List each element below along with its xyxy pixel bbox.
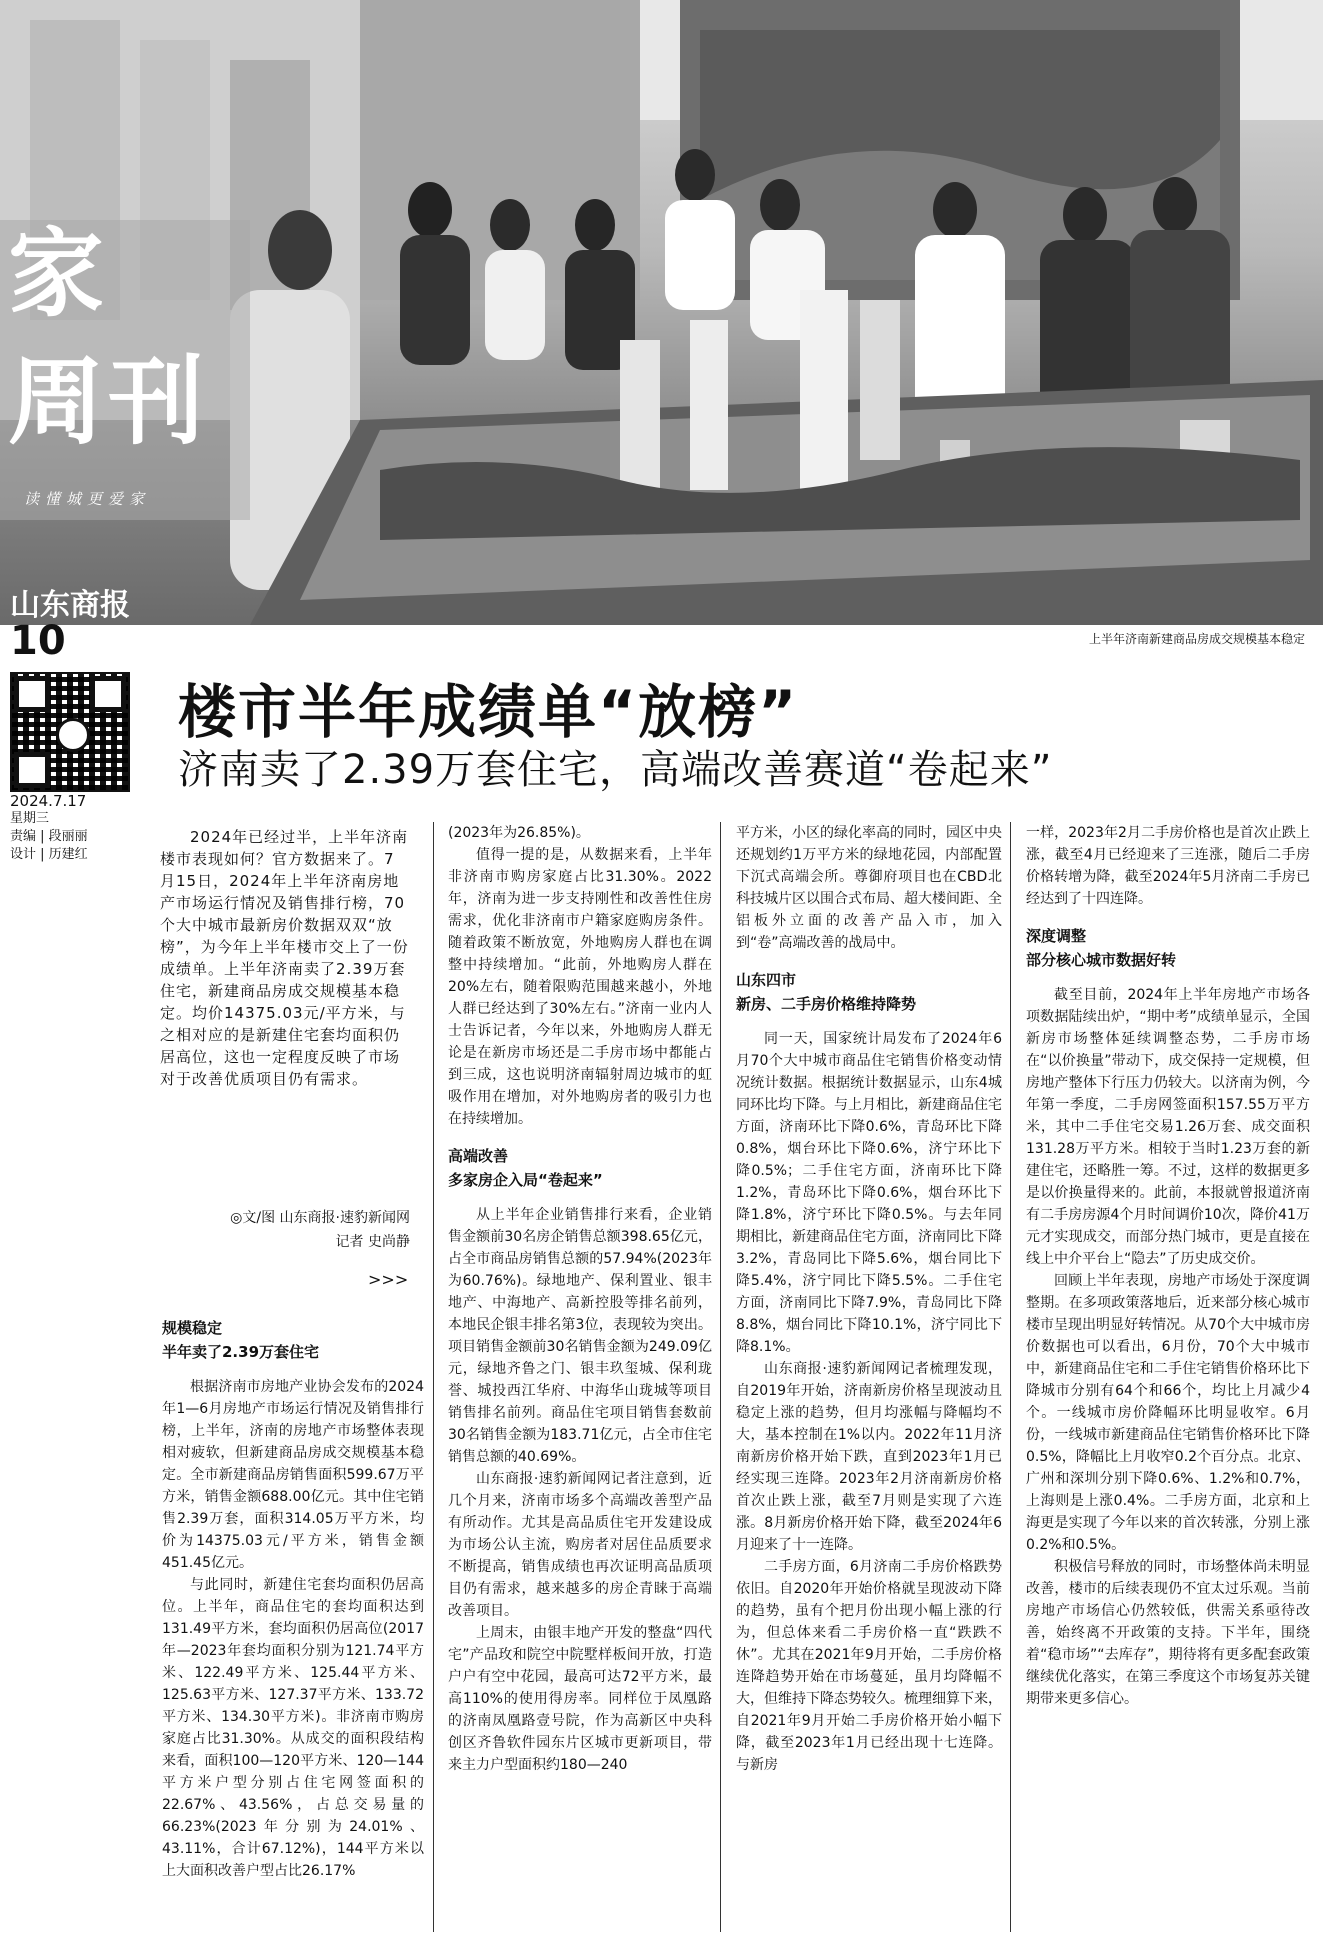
paragraph: 同一天，国家统计局发布了2024年6月70个大中城市商品住宅销售价格变动情况统计数据。根据统计数据显示，山东4城同环比均下降。与上月相比，新建商品住宅方面，济南环比下降0.6%，青岛环比下降0.8%，烟台环比下降0.6%，济宁环比下降0.5%；二手住宅方面，济南环比下降1.2%，青岛环比下降0.6%，烟台环比下降1.8%，济宁环比下降0.5%。与去年同期相比，新建商品住宅方面，济南同比下降3.2%，青岛同比下降5.6%，烟台同比下降5.4%，济宁同比下降5.5%。二手住宅方面，济南同比下降7.9%，青岛同比下降8.8%，烟台同比下降10.1%，济宁同比下降8.1%。	[736, 1031, 1002, 1355]
article-column-1	[162, 1302, 424, 1882]
issue-meta	[10, 792, 88, 864]
qr-logo-icon	[56, 718, 90, 752]
section-heading-line1: 山东四市	[736, 971, 797, 989]
paragraph: (2023年为26.85%)。	[448, 825, 590, 841]
column-rule	[433, 822, 434, 1932]
paragraph: 一样，2023年2月二手房价格也是首次止跌上涨，截至4月已经迎来了三连涨，随后二手房价格转增为降，截至2024年5月济南二手房已经达到了十四连降。	[1026, 825, 1310, 907]
masthead-title-line2: 周刊	[8, 346, 208, 458]
section-heading-line2: 多家房企入局“卷起来”	[448, 1171, 603, 1189]
section-heading	[448, 1144, 712, 1192]
headline: 楼市半年成绩单“放榜”	[178, 678, 799, 746]
paragraph: 山东商报·速豹新闻网记者注意到，近几个月来，济南市场多个高端改善型产品有所动作。尤其是高品质住宅开发建设成为市场公认主流，购房者对居住品质要求不断提高，销售成绩也再次证明高品质项目仍有需求，越来越多的房企青睐于高端改善项目。	[448, 1471, 712, 1619]
section-heading-line1: 高端改善	[448, 1147, 509, 1165]
article-column-2	[448, 822, 712, 1776]
designer-credit: 设计 | 历建红	[10, 847, 88, 862]
paragraph: 山东商报·速豹新闻网记者梳理发现，自2019年开始，济南新房价格呈现波动且稳定上涨的趋势，但月均涨幅与降幅均不大，基本控制在1%以内。2022年11月济南新房价格开始下跌，直到2023年1月已经实现三连降。2023年2月济南新房价格首次止跌上涨，截至7月则是实现了六连涨。8月新房价格开始下降，截至2024年6月迎来了十一连降。	[736, 1361, 1002, 1553]
byline-source: ◎文/图 山东商报·速豹新闻网	[230, 1210, 410, 1226]
section-heading-line2: 半年卖了2.39万套住宅	[162, 1343, 320, 1361]
byline	[180, 1206, 410, 1254]
section-heading-line2: 部分核心城市数据好转	[1026, 951, 1177, 969]
issue-weekday: 星期三	[10, 811, 50, 826]
section-heading-line1: 深度调整	[1026, 927, 1087, 945]
masthead-tagline: 读懂城更爱家	[24, 490, 151, 508]
photo-caption: 上半年济南新建商品房成交规模基本稳定	[1088, 632, 1305, 646]
paragraph: 上周末，由银丰地产开发的整盘“四代宅”产品玫和院空中院墅样板间开放，打造户户有空中花园，最高可达72平方米，最高110%的使用得房率。同样位于凤凰路的济南凤凰路壹号院，作为高新区中央科创区齐鲁软件园东片区城市更新项目，带来主力户型面积约180—240	[448, 1625, 712, 1773]
paragraph: 积极信号释放的同时，市场整体尚未明显改善，楼市的后续表现仍不宜太过乐观。当前房地产市场信心仍然较低，供需关系亟待改善，始终离不开政策的支持。下半年，围绕着“稳市场”“去库存”，期待将有更多配套政策继续优化落实，在第三季度这个市场复苏关键期带来更多信心。	[1026, 1559, 1310, 1707]
section-heading	[736, 968, 1002, 1016]
paragraph: 截至目前，2024年上半年房地产市场各项数据陆续出炉，“期中考”成绩单显示，全国新房市场整体延续调整态势，二手房市场在“以价换量”带动下，成交保持一定规模，但房地产整体下行压力仍较大。以济南为例，今年第一季度，二手房网签面积157.55万平方米，其中二手住宅交易1.26万套、成交面积131.28万平方米。相较于当时1.23万套的新建住宅，还略胜一筹。不过，这样的数据更多是以价换量得来的。此前，本报就曾报道济南有二手房房源4个月时间调价10次，降价41万元才实现成交，而部分热门城市，更是直接在线上中介平台上“隐去”了历史成交价。	[1026, 987, 1310, 1267]
section-heading	[162, 1316, 424, 1364]
article-column-4	[1026, 822, 1310, 1710]
byline-reporter: 记者 史尚静	[335, 1234, 410, 1250]
paragraph: 从上半年企业销售排行来看，企业销售金额前30名房企销售总额398.65亿元，占全市商品房销售总额的57.94%(2023年为60.76%)。绿地地产、保利置业、银丰地产、中海地产、高新控股等排名前列，本地民企银丰排名第3位，表现较为突出。项目销售金额前30名销售金额为249.09亿元，绿地齐鲁之门、银丰玖玺城、保利珑誉、城投西江华府、中海华山珑城等项目销售排名前列。商品住宅项目销售套数前30名销售金额为183.71亿元，占全市住宅销售总额的40.69%。	[448, 1207, 712, 1465]
section-heading-line2: 新房、二手房价格维持降势	[736, 995, 917, 1013]
paragraph: 回顾上半年表现，房地产市场处于深度调整期。在多项政策落地后，近来部分核心城市楼市呈现出明显好转情况。从70个大中城市房价数据也可以看出，6月份，70个大中城市中，新建商品住宅和二手住宅销售价格环比下降城市分别有64个和66个，均比上月减少4个。一线城市房价降幅环比明显收窄。6月份，一线城市新建商品住宅销售价格环比下降0.5%，降幅比上月收窄0.2个百分点。北京、广州和深圳分别下降0.6%、1.2%和0.7%，上海则是上涨0.4%。二手房方面，北京和上海更是实现了今年以来的首次转涨，分别上涨0.2%和0.5%。	[1026, 1273, 1310, 1553]
section-heading	[1026, 924, 1310, 972]
qr-code[interactable]	[10, 672, 130, 792]
paragraph: 二手房方面，6月济南二手房价格跌势依旧。自2020年开始价格就呈现波动下降的趋势，虽有个把月份出现小幅上涨的行为，但总体来看二手房价格一直“跌跌不休”。尤其在2021年9月开始，二手房价格连降趋势开始在市场蔓延，虽月均降幅不大，但维持下降态势较久。梳理细算下来，自2021年9月开始二手房价格开始小幅下降，截至2023年1月已经出现十七连降。与新房	[736, 1559, 1002, 1773]
lead-paragraph: 2024年已经过半，上半年济南楼市表现如何？官方数据来了。7月15日，2024年上半年济南房地产市场运行情况及销售排行榜，70个大中城市最新房价数据双双“放榜”，为今年上半年楼市交上了一份成绩单。上半年济南卖了2.39万套住宅，新建商品房成交规模基本稳定。均价14375.03元/平方米，与之相对应的是新建住宅套均面积仍居高位，这也一定程度反映了市场对于改善优质项目仍有需求。	[160, 828, 409, 1088]
section-heading-line1: 规模稳定	[162, 1319, 223, 1337]
page-number: 10	[10, 618, 66, 664]
paragraph: 与此同时，新建住宅套均面积仍居高位。上半年，商品住宅的套均面积达到131.49平方米，套均面积仍居高位(2017年—2023年套均面积分别为121.74平方米、122.49平方米、125.44平方米、125.63平方米、127.37平方米、133.72平方米、134.30平方米)。非济南市购房家庭占比31.30%。从成交的面积段结构来看，面积100—120平方米、120—144平方米户型分别占住宅网签面积的22.67%、43.56%，占总交易量的66.23%(2023年分别为24.01%、43.11%，合计67.12%)，144平方米以上大面积改善户型占比26.17%	[162, 1577, 424, 1879]
article-column-3	[736, 822, 1002, 1776]
qr-finder-icon	[14, 752, 50, 788]
column-rule	[1010, 822, 1011, 1932]
paper-name: 山东商报	[10, 588, 130, 623]
subheadline: 济南卖了2.39万套住宅，高端改善赛道“卷起来”	[178, 747, 1053, 793]
qr-finder-icon	[14, 676, 50, 712]
paragraph: 值得一提的是，从数据来看，上半年非济南市购房家庭占比31.30%。2022年，济南为进一步支持刚性和改善性住房需求，优化非济南市户籍家庭购房条件。随着政策不断放宽，外地购房人群也在调整中持续增加。“此前，外地购房人群在20%左右，随着限购范围越来越小，外地人群已经达到了30%左右。”济南一业内人士告诉记者，今年以来，外地购房人群无论是在新房市场还是二手房市场中都能占到三成，这也说明济南辐射周边城市的虹吸作用在增加，对外地购房者的吸引力也在持续增加。	[448, 847, 712, 1127]
paragraph: 平方米，小区的绿化率高的同时，园区中央还规划约1万平方米的绿地花园，内部配置下沉式高端会所。尊御府项目也在CBD北科技城片区以围合式布局、超大楼间距、全铝板外立面的改善产品入市，加入到“卷”高端改善的战局中。	[736, 825, 1002, 951]
issue-date: 2024.7.17	[10, 792, 87, 810]
paragraph: 根据济南市房地产业协会发布的2024年1—6月房地产市场运行情况及销售排行榜，上半年，济南的房地产市场整体表现相对疲软，但新建商品房成交规模基本稳定。全市新建商品房销售面积599.67万平方米，销售金额688.00亿元。其中住宅销售2.39万套，面积314.05万平方米，均价为14375.03元/平方米，销售金额451.45亿元。	[162, 1379, 424, 1571]
masthead-title-line1: 家	[8, 218, 108, 330]
column-rule	[720, 822, 721, 1932]
editor-credit: 责编 | 段丽丽	[10, 829, 88, 844]
qr-finder-icon	[90, 676, 126, 712]
continue-marker: >>>	[368, 1270, 409, 1289]
